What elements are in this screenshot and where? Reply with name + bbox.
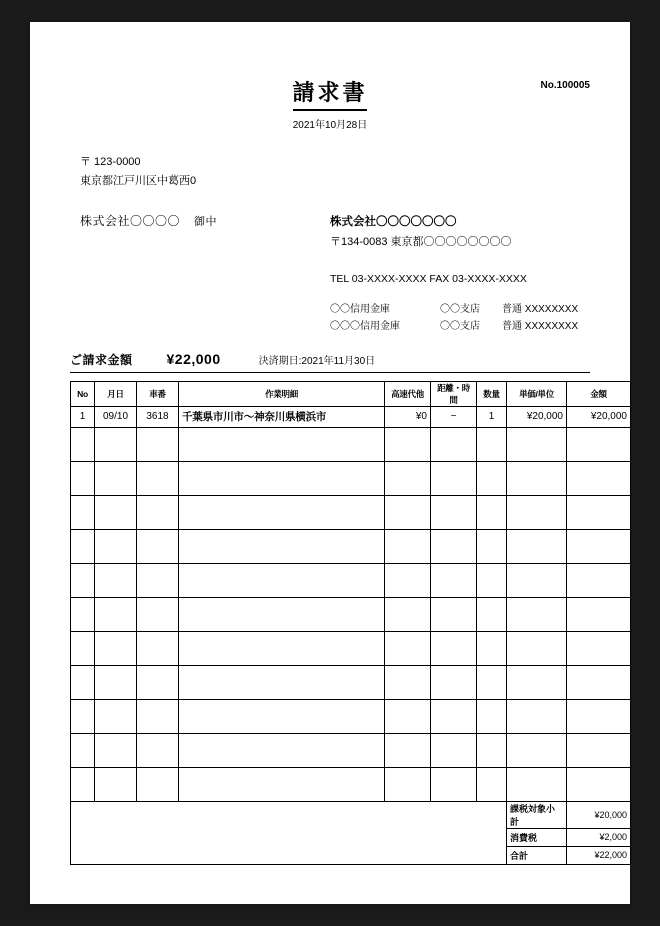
table-row — [71, 406, 631, 427]
summary-spacer — [71, 801, 507, 864]
cell-empty — [567, 665, 631, 699]
cell-empty — [431, 767, 477, 801]
table-row-empty — [71, 767, 631, 801]
recipient-address-block — [70, 153, 590, 190]
cell-empty — [507, 495, 567, 529]
recipient-name: 株式会社〇〇〇〇 — [80, 214, 181, 229]
document-number: No.100005 — [540, 80, 590, 91]
bank-account: 普通 XXXXXXXX — [502, 320, 579, 332]
cell-toll: ¥0 — [385, 406, 431, 427]
summary-label: 消費税 — [507, 828, 567, 846]
billing-due-date: 決済期日:2021年11月30日 — [258, 355, 376, 367]
billing-label: ご請求金額 — [70, 352, 133, 367]
cell-empty — [95, 665, 137, 699]
cell-empty — [137, 767, 179, 801]
cell-empty — [507, 563, 567, 597]
bank-row — [330, 301, 590, 318]
cell-empty — [385, 495, 431, 529]
cell-empty — [477, 495, 507, 529]
invoice-page — [30, 22, 630, 904]
cell-empty — [477, 699, 507, 733]
cell-empty — [385, 529, 431, 563]
cell-empty — [477, 427, 507, 461]
cell-empty — [137, 563, 179, 597]
cell-empty — [507, 427, 567, 461]
issuer-company: 株式会社〇〇〇〇〇〇〇 — [330, 216, 457, 229]
cell-empty — [95, 631, 137, 665]
cell-empty — [507, 461, 567, 495]
cell-empty — [431, 665, 477, 699]
col-toll: 高速代他 — [385, 381, 431, 406]
cell-empty — [71, 529, 95, 563]
cell-empty — [71, 733, 95, 767]
bank-branch: 〇〇支店 — [440, 303, 480, 315]
title-underline — [293, 109, 367, 111]
cell-empty — [431, 597, 477, 631]
cell-amount: ¥20,000 — [567, 406, 631, 427]
cell-empty — [95, 563, 137, 597]
cell-empty — [137, 597, 179, 631]
cell-empty — [95, 461, 137, 495]
cell-empty — [71, 461, 95, 495]
line-items-body — [71, 406, 631, 801]
cell-empty — [431, 529, 477, 563]
cell-empty — [477, 563, 507, 597]
cell-empty — [71, 665, 95, 699]
cell-empty — [137, 427, 179, 461]
bank-branch: 〇〇支店 — [440, 320, 480, 332]
summary-label: 合計 — [507, 846, 567, 864]
cell-empty — [507, 767, 567, 801]
col-car: 車番 — [137, 381, 179, 406]
cell-empty — [71, 767, 95, 801]
cell-empty — [567, 767, 631, 801]
cell-quantity: 1 — [477, 406, 507, 427]
issuer-block — [330, 212, 590, 334]
cell-empty — [567, 529, 631, 563]
summary-value: ¥22,000 — [567, 846, 631, 864]
col-quantity: 数量 — [477, 381, 507, 406]
col-unit-price: 単価/単位 — [507, 381, 567, 406]
cell-empty — [477, 631, 507, 665]
cell-empty — [385, 665, 431, 699]
cell-empty — [137, 461, 179, 495]
recipient-address: 東京都江戸川区中葛西0 — [80, 174, 197, 187]
col-date: 月日 — [95, 381, 137, 406]
summary-row — [71, 801, 631, 828]
cell-empty — [179, 563, 385, 597]
cell-empty — [71, 495, 95, 529]
table-row-empty — [71, 529, 631, 563]
cell-empty — [385, 563, 431, 597]
cell-empty — [567, 563, 631, 597]
cell-description: 千葉県市川市〜神奈川県横浜市 — [179, 406, 385, 427]
col-amount: 金額 — [567, 381, 631, 406]
billing-amount: ¥22,000 — [166, 350, 221, 367]
cell-empty — [179, 427, 385, 461]
cell-empty — [567, 427, 631, 461]
table-row-empty — [71, 733, 631, 767]
cell-empty — [431, 427, 477, 461]
summary-value: ¥2,000 — [567, 828, 631, 846]
cell-date: 09/10 — [95, 406, 137, 427]
recipient-postal: 〒 123-0000 — [80, 156, 141, 168]
cell-empty — [71, 631, 95, 665]
recipient-name-line — [80, 212, 330, 229]
cell-empty — [385, 461, 431, 495]
cell-empty — [385, 631, 431, 665]
cell-unit-price: ¥20,000 — [507, 406, 567, 427]
table-row-empty — [71, 597, 631, 631]
bank-row — [330, 318, 590, 335]
cell-empty — [385, 767, 431, 801]
cell-empty — [179, 733, 385, 767]
cell-empty — [95, 495, 137, 529]
cell-empty — [567, 495, 631, 529]
cell-empty — [431, 631, 477, 665]
table-header-row — [71, 381, 631, 406]
cell-empty — [95, 733, 137, 767]
parties-row — [70, 212, 590, 334]
cell-empty — [507, 699, 567, 733]
cell-empty — [567, 733, 631, 767]
cell-empty — [385, 427, 431, 461]
issuer-contact: TEL 03-XXXX-XXXX FAX 03-XXXX-XXXX — [330, 272, 527, 285]
cell-distance: − — [431, 406, 477, 427]
summary-label: 課税対象小計 — [507, 801, 567, 828]
cell-empty — [179, 597, 385, 631]
cell-empty — [179, 699, 385, 733]
cell-empty — [507, 597, 567, 631]
table-row-empty — [71, 699, 631, 733]
col-no: No — [71, 381, 95, 406]
cell-empty — [477, 597, 507, 631]
line-items-table — [70, 381, 631, 865]
table-row-empty — [71, 427, 631, 461]
cell-empty — [137, 631, 179, 665]
cell-empty — [431, 461, 477, 495]
cell-empty — [385, 597, 431, 631]
table-row-empty — [71, 631, 631, 665]
cell-empty — [71, 597, 95, 631]
table-row-empty — [71, 563, 631, 597]
cell-empty — [567, 699, 631, 733]
billing-total-line — [70, 351, 590, 373]
cell-empty — [477, 767, 507, 801]
cell-empty — [567, 597, 631, 631]
cell-empty — [95, 529, 137, 563]
cell-empty — [71, 563, 95, 597]
cell-empty — [95, 427, 137, 461]
cell-empty — [179, 461, 385, 495]
cell-empty — [137, 495, 179, 529]
cell-empty — [179, 529, 385, 563]
cell-car: 3618 — [137, 406, 179, 427]
col-description: 作業明細 — [179, 381, 385, 406]
cell-empty — [137, 733, 179, 767]
summary-body — [71, 801, 631, 864]
cell-empty — [507, 665, 567, 699]
bank-account: 普通 XXXXXXXX — [502, 303, 579, 315]
cell-empty — [179, 631, 385, 665]
cell-empty — [137, 699, 179, 733]
cell-empty — [179, 767, 385, 801]
cell-empty — [477, 665, 507, 699]
issuer-bank-block — [330, 301, 590, 335]
cell-empty — [95, 699, 137, 733]
cell-empty — [507, 529, 567, 563]
cell-empty — [567, 631, 631, 665]
cell-empty — [431, 563, 477, 597]
bank-name: 〇〇信用金庫 — [330, 303, 390, 315]
cell-empty — [507, 631, 567, 665]
page-title: 請求書 — [292, 81, 368, 106]
cell-empty — [477, 529, 507, 563]
invoice-content — [70, 54, 627, 865]
cell-empty — [179, 495, 385, 529]
table-row-empty — [71, 665, 631, 699]
document-date: 2021年10月28日 — [292, 120, 368, 131]
cell-empty — [95, 767, 137, 801]
table-row-empty — [71, 495, 631, 529]
cell-empty — [477, 461, 507, 495]
cell-empty — [477, 733, 507, 767]
bank-name: 〇〇〇信用金庫 — [330, 320, 400, 332]
recipient-name-block — [70, 212, 330, 334]
recipient-honorific: 御中 — [194, 216, 218, 229]
cell-empty — [137, 665, 179, 699]
col-distance: 距離・時間 — [431, 381, 477, 406]
cell-empty — [71, 699, 95, 733]
cell-empty — [431, 733, 477, 767]
summary-value: ¥20,000 — [567, 801, 631, 828]
cell-empty — [385, 733, 431, 767]
cell-empty — [95, 597, 137, 631]
issuer-address: 〒134-0083 東京都〇〇〇〇〇〇〇〇 — [330, 235, 512, 248]
cell-empty — [71, 427, 95, 461]
cell-empty — [137, 529, 179, 563]
table-row-empty — [71, 461, 631, 495]
cell-empty — [507, 733, 567, 767]
cell-no: 1 — [71, 406, 95, 427]
cell-empty — [567, 461, 631, 495]
cell-empty — [431, 495, 477, 529]
cell-empty — [431, 699, 477, 733]
cell-empty — [385, 699, 431, 733]
cell-empty — [179, 665, 385, 699]
